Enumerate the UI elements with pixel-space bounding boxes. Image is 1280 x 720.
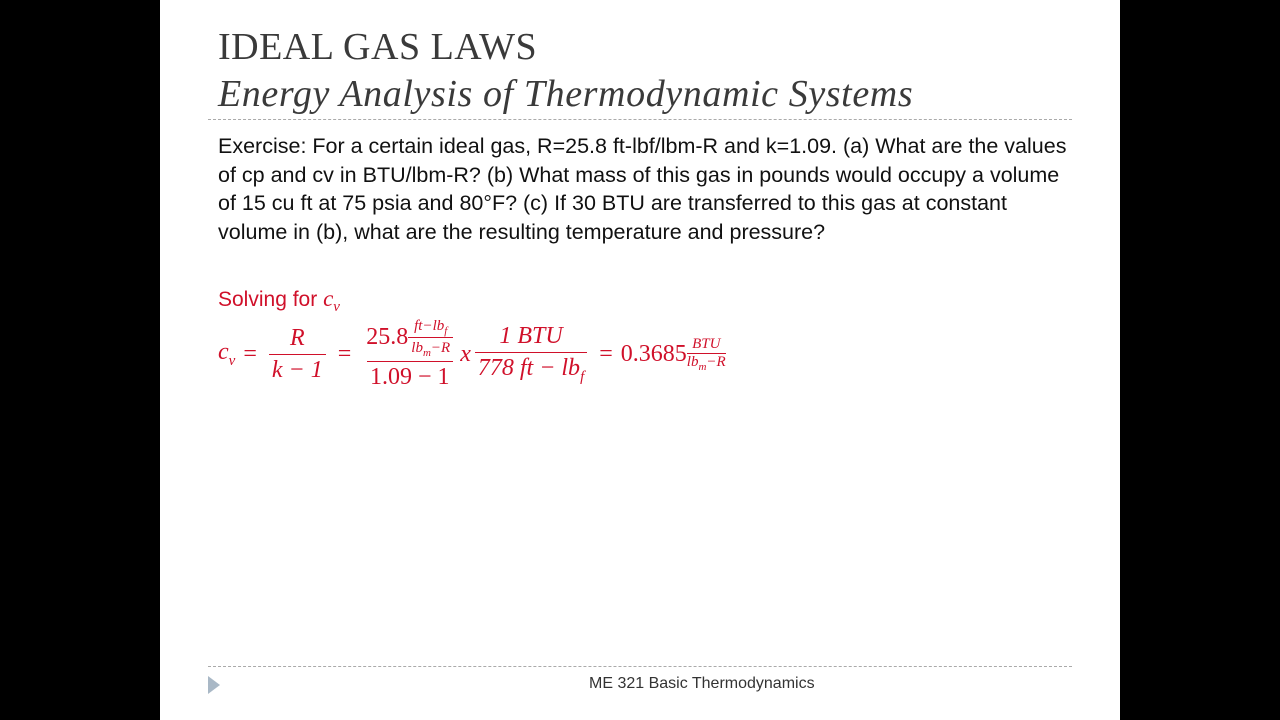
triangle-bullet-icon xyxy=(208,676,220,694)
slide-title: IDEAL GAS LAWS xyxy=(218,26,538,68)
solving-label: Solving for xyxy=(218,288,324,311)
footer-course: ME 321 Basic Thermodynamics xyxy=(589,675,815,692)
exercise-text: Exercise: For a certain ideal gas, R=25.8 ft-lbf/lbm-R and k=1.09. (a) What are the values of cp and cv in BTU/lbm-R? (b) What mass of this gas in pounds would occupy a volume of 15 cu ft at 75 psia and 80°F? (c) If 30 BTU are transferred to this gas at constant volume in (b), what are the resulting temperature and pressure? xyxy=(218,134,1067,245)
slide-subtitle: Energy Analysis of Thermodynamic Systems xyxy=(218,73,914,115)
fraction-values: 25.8 $ft-lb_f$ $lb_m-R$ 1.09 − 1 xyxy=(363,318,456,391)
slide xyxy=(160,0,1120,720)
solving-var: c xyxy=(323,286,334,311)
equals: = xyxy=(243,341,257,367)
solving-heading xyxy=(218,286,340,316)
eq-lhs: $c_v$ xyxy=(218,339,236,369)
footer-divider xyxy=(208,666,1072,667)
cv-equation xyxy=(218,318,726,391)
fraction-conversion: $\frac{\text{1 BTU}}{778 ft - lb_f}$ xyxy=(475,323,587,386)
slide-title-block xyxy=(218,26,913,120)
equals: = xyxy=(337,341,352,367)
result-unit: BTU $lb_m-R$ xyxy=(686,336,726,373)
fraction-r-over-k: $\frac{R}{k - 1}$ xyxy=(269,325,326,384)
times-sign: x xyxy=(460,341,471,367)
solving-var-sub: v xyxy=(333,299,340,316)
title-divider xyxy=(208,119,1072,120)
equals: = xyxy=(599,341,613,367)
eq-result: 0.3685 xyxy=(620,341,687,367)
